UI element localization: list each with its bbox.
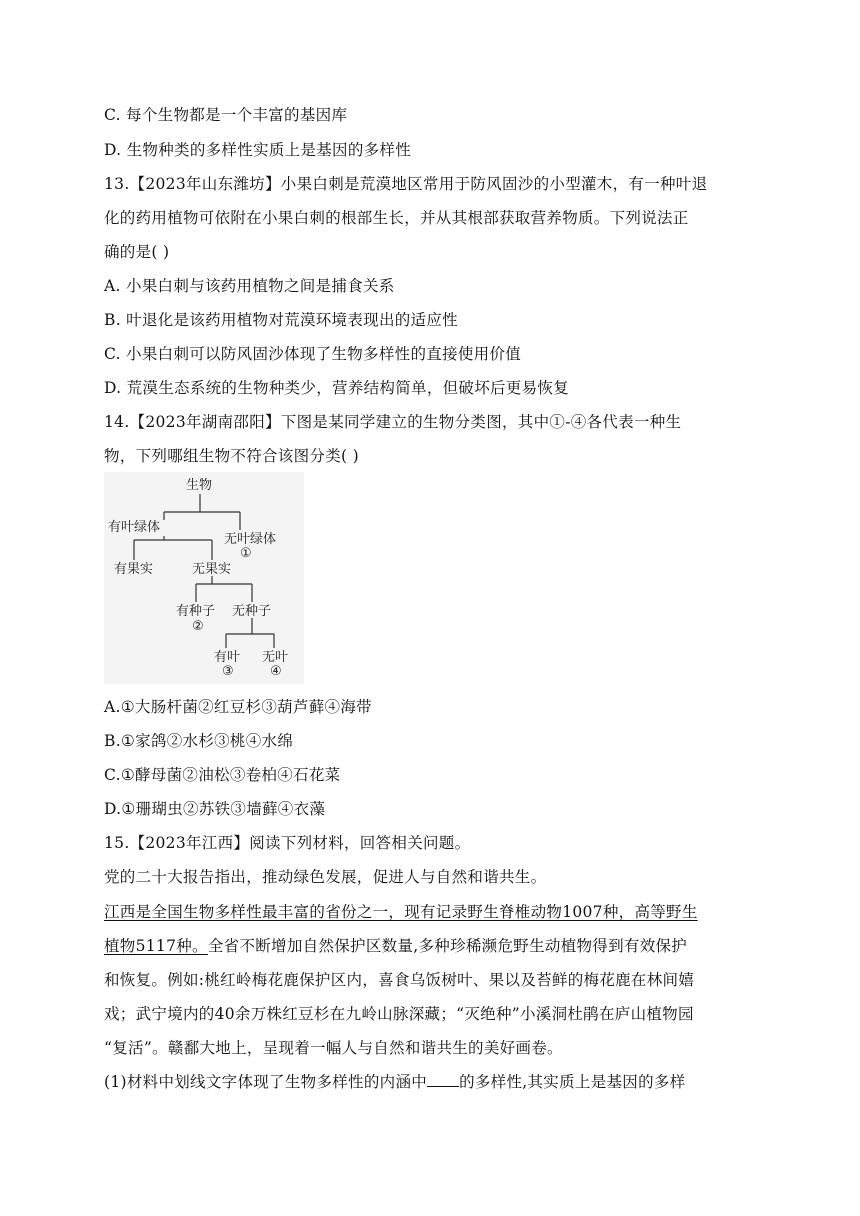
option-c-q12: C. 每个生物都是一个丰富的基因库 <box>104 106 348 124</box>
option-c-q13: C. 小果白刺可以防风固沙体现了生物多样性的直接使用价值 <box>104 345 522 363</box>
sub-question-text-b: 的多样性,其实质上是基因的多样 <box>459 1073 686 1091</box>
question-14-line-1: 14.【2023年湖南邵阳】下图是某同学建立的生物分类图，其中①-④各代表一种生 <box>104 413 682 431</box>
question-15-line-7: “复活”。赣鄱大地上，呈现着一幅人与自然和谐共生的美好画卷。 <box>104 1039 563 1057</box>
option-d-q14: D.①珊瑚虫②苏铁③墙藓④衣藻 <box>104 800 326 818</box>
diagram-has-seed: 有种子 <box>176 604 216 619</box>
underlined-text-1: 江西是全国生物多样性最丰富的省份之一，现有记录野生脊椎动物1007种，高等野生 <box>104 903 698 921</box>
classification-diagram <box>104 472 304 684</box>
diagram-number-2: ② <box>192 619 204 634</box>
option-a-q13: A. 小果白刺与该药用植物之间是捕食关系 <box>104 277 395 295</box>
diagram-no-fruit: 无果实 <box>192 562 232 577</box>
underlined-text-2: 植物5117种。 <box>104 937 208 955</box>
question-15-sub-1 <box>104 1072 686 1092</box>
option-c-q14: C.①酵母菌②油松③卷柏④石花菜 <box>104 766 341 784</box>
question-14-line-2: 物，下列哪组生物不符合该图分类( ) <box>104 447 359 465</box>
diagram-has-fruit: 有果实 <box>114 562 154 577</box>
question-13-line-3: 确的是( ) <box>104 243 170 261</box>
question-15-line-1: 15.【2023年江西】阅读下列材料，回答相关问题。 <box>104 834 471 852</box>
option-d-q13: D. 荒漠生态系统的生物种类少，营养结构简单，但破坏后更易恢复 <box>104 379 570 397</box>
diagram-no-seed: 无种子 <box>232 604 272 619</box>
question-13-line-1: 13.【2023年山东潍坊】小果白刺是荒漠地区常用于防风固沙的小型灌木，有一种叶退 <box>104 175 708 193</box>
answer-blank[interactable] <box>427 1072 459 1087</box>
question-13-line-2: 化的药用植物可依附在小果白刺的根部生长，并从其根部获取营养物质。下列说法正 <box>104 209 689 227</box>
question-15-line-6: 戏；武宁境内的40余万株红豆杉在九岭山脉深藏；“灭绝种”小溪洞杜鹃在庐山植物园 <box>104 1005 694 1023</box>
option-b-q14: B.①家鸽②水杉③桃④水绵 <box>104 732 294 750</box>
question-15-line-4-rest: 全省不断增加自然保护区数量,多种珍稀濒危野生动植物得到有效保护 <box>207 937 688 955</box>
option-b-q13: B. 叶退化是该药用植物对荒漠环境表现出的适应性 <box>104 311 458 329</box>
diagram-has-leaf: 有叶 <box>214 650 241 665</box>
diagram-number-4: ④ <box>270 664 282 679</box>
question-15-line-5: 和恢复。例如:桃红岭梅花鹿保护区内，喜食乌饭树叶、果以及苔鲜的梅花鹿在林间嬉 <box>104 971 695 989</box>
question-15-line-4 <box>104 936 687 956</box>
diagram-root: 生物 <box>186 478 213 493</box>
diagram-number-3: ③ <box>222 664 234 679</box>
diagram-no-chlorophyll: 无叶绿体 <box>224 532 277 547</box>
diagram-number-1: ① <box>240 546 252 561</box>
question-15-line-2: 党的二十大报告指出，推动绿色发展，促进人与自然和谐共生。 <box>104 868 547 886</box>
sub-question-text-a: (1)材料中划线文字体现了生物多样性的内涵中 <box>104 1073 428 1091</box>
option-d-q12: D. 生物种类的多样性实质上是基因的多样性 <box>104 141 412 159</box>
diagram-has-chlorophyll: 有叶绿体 <box>108 520 161 535</box>
option-a-q14: A.①大肠杆菌②红豆杉③葫芦藓④海带 <box>104 698 372 716</box>
diagram-no-leaf: 无叶 <box>262 650 289 665</box>
